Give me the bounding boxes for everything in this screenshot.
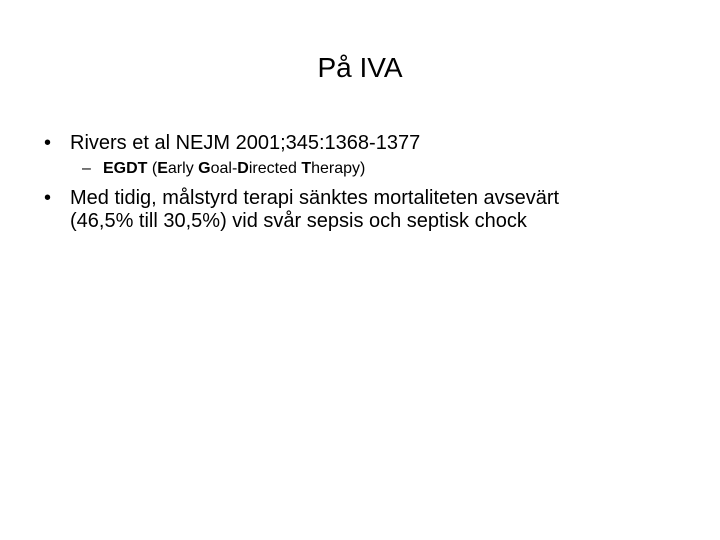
bullet-marker: • [44, 187, 52, 209]
bullet-text: Rivers et al NEJM 2001;345:1368-1377 [70, 132, 421, 154]
bullet-item-rivers [44, 131, 420, 155]
egdt-letter-t: T [301, 160, 312, 177]
bullet-text-line: Med tidig, målstyrd terapi sänktes mortaliteten avsevärt [70, 187, 560, 209]
bullet-text-line: (46,5% till 30,5%) vid svår sepsis och septisk chock [70, 210, 527, 232]
slide-title: På IVA [317, 52, 403, 83]
egdt-letter-g: G [198, 160, 211, 177]
egdt-abbrev: EGDT [103, 160, 148, 177]
bullet-item-mortality [44, 187, 664, 233]
bullet-marker: • [44, 132, 52, 154]
bullet-text [70, 187, 664, 233]
egdt-text-part: herapy) [311, 160, 366, 177]
egdt-text-part: irected [248, 160, 302, 177]
egdt-text-part: arly [167, 160, 199, 177]
sub-bullet-egdt [82, 159, 365, 179]
egdt-text-part: ( [147, 160, 158, 177]
egdt-letter-e: E [157, 160, 168, 177]
egdt-letter-d: D [237, 160, 249, 177]
sub-bullet-marker: – [82, 160, 91, 177]
egdt-text-part: oal- [210, 160, 238, 177]
